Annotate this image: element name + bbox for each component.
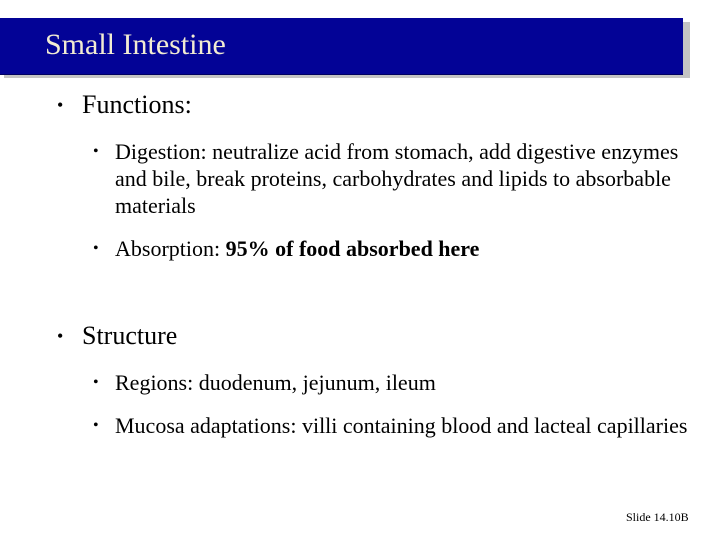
digestion-text: Digestion: neutralize acid from stomach, add digestive enzymes and bile, break proteins, carbohydrates and lipids to absorbable materials <box>115 139 679 218</box>
absorption-prefix: Absorption: <box>115 236 226 261</box>
bullet-absorption <box>93 235 479 262</box>
bullet-dot-icon: • <box>93 374 99 391</box>
bullet-structure <box>57 321 177 351</box>
section-heading-structure: Structure <box>82 321 178 350</box>
mucosa-text: Mucosa adaptations: villi containing blood and lacteal capillaries <box>115 413 688 438</box>
bullet-regions <box>93 369 436 396</box>
slide-title: Small Intestine <box>45 28 226 61</box>
bullet-digestion <box>93 138 693 219</box>
slide-number: Slide 14.10B <box>626 510 689 524</box>
absorption-text <box>115 235 479 262</box>
absorption-bold: 95% of food absorbed here <box>225 236 480 261</box>
bullet-dot-icon: • <box>93 417 99 434</box>
bullet-dot-icon: • <box>57 326 64 346</box>
regions-text: Regions: duodenum, jejunum, ileum <box>115 370 436 395</box>
section-heading-functions: Functions: <box>82 90 192 119</box>
bullet-dot-icon: • <box>57 95 64 115</box>
bullet-dot-icon: • <box>93 240 99 257</box>
bullet-mucosa <box>93 412 693 439</box>
bullet-dot-icon: • <box>93 143 99 160</box>
bullet-functions <box>57 90 192 120</box>
